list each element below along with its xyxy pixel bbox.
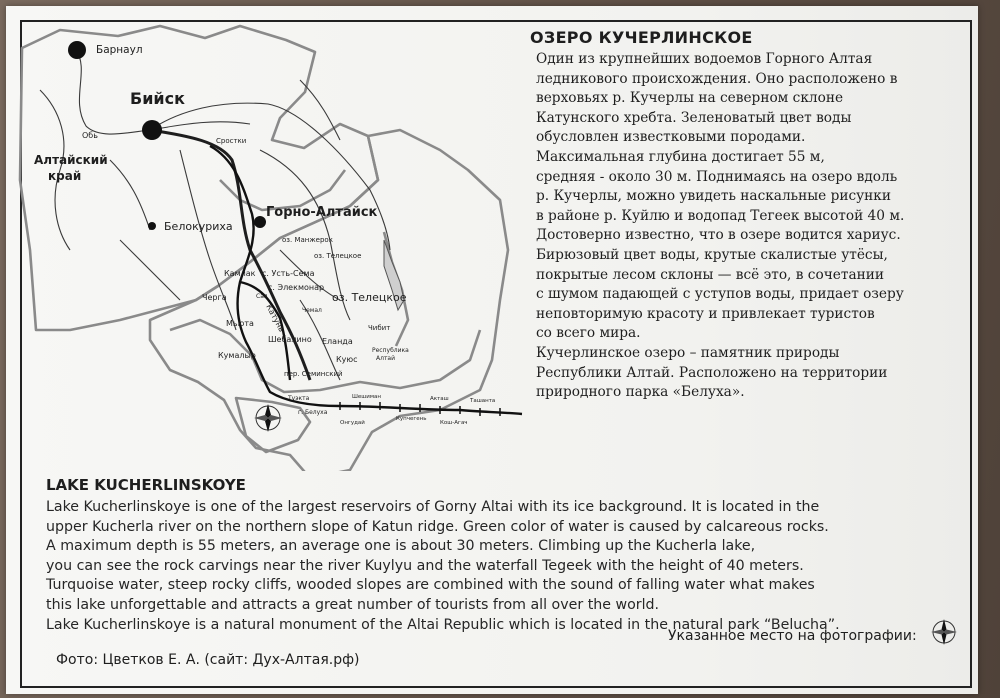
tributary-7: [120, 240, 180, 300]
label-ob: Обь: [82, 131, 98, 140]
ru-line: обусловлен известковыми породами.: [536, 129, 806, 146]
en-description: [46, 498, 840, 635]
lower-border-loop: [236, 398, 310, 452]
chuysky-tract-road: [210, 146, 522, 414]
label-chemal: Чемал: [302, 307, 322, 314]
compass-rose-icon: [254, 404, 282, 432]
map-labels: [34, 44, 495, 426]
label-respublika-1: Республика: [372, 347, 409, 354]
label-gorno-altaisk: Горно-Алтайск: [266, 205, 378, 220]
label-kumalyr: Кумалыр: [218, 351, 256, 360]
biysk-marker: [142, 120, 162, 140]
label-sayan: Сая: [256, 293, 268, 300]
label-kosh-agach: Кош-Агач: [440, 420, 468, 426]
en-line: Lake Kucherlinskoye is a natural monument of the Altai Republic which is located in the natural park “Belucha”.: [46, 616, 840, 633]
ru-description: [536, 50, 966, 403]
label-elanda: Еланда: [322, 337, 353, 346]
gorno-altaisk-marker: [254, 216, 266, 228]
ru-line: ледникового происхождения. Оно расположено в: [536, 70, 898, 87]
ru-line: со всего мира.: [536, 325, 641, 342]
label-manzherok: оз. Манжерок: [282, 236, 333, 244]
label-srostki: Сростки: [216, 137, 247, 145]
region-borders: [20, 26, 508, 471]
photo-place-note: Указанное место на фотографии:: [668, 628, 917, 644]
label-seminsky: пер. Семинский: [284, 370, 343, 378]
label-teletskoe-small: оз. Телецкое: [314, 252, 362, 260]
label-altai-krai-2: край: [48, 169, 82, 183]
ru-line: Бирюзовый цвет воды, крутые скалистые утёсы,: [536, 246, 888, 263]
ru-line: природного парка «Белуха».: [536, 384, 745, 401]
label-biysk: Бийск: [130, 89, 185, 108]
label-shebalino: Шебалино: [268, 335, 312, 344]
label-belukha: г. Белуха: [298, 409, 328, 416]
label-aktash: Акташ: [430, 396, 449, 402]
ru-line: Достоверно известно, что в озере водится хариус.: [536, 227, 901, 244]
ru-line: средняя - около 30 м. Поднимаясь на озеро вдоль: [536, 168, 898, 185]
compass-rose-small-icon: [930, 618, 958, 646]
label-respublika-2: Алтай: [376, 355, 396, 362]
label-belokurikha: Белокуриха: [164, 220, 233, 233]
region-map: [16, 16, 526, 471]
inner-district-border: [170, 320, 480, 392]
en-line: you can see the rock carvings near the river Kuylyu and the waterfall Tegeek with the height of 40 meters.: [46, 557, 804, 574]
en-line: Lake Kucherlinskoye is one of the largest reservoirs of Gorny Altai with its ice background. It is located in the: [46, 499, 820, 515]
ru-line: неповторимую красоту и привлекает туристов: [536, 305, 875, 322]
en-line: this lake unforgettable and attracts a great number of tourists from all over the world.: [46, 596, 660, 613]
ru-line: Максимальная глубина достигает 55 м,: [536, 148, 825, 165]
label-tuekta: Туэкта: [288, 395, 310, 402]
label-altai-krai-1: Алтайский: [34, 153, 108, 167]
ru-line: в районе р. Куйлю и водопад Тегеек высотой 40 м.: [536, 207, 905, 224]
en-line: Turquoise water, steep rocky cliffs, wooded slopes are combined with the sound of falling water what makes: [46, 577, 815, 594]
label-kupchegen: Купчегень: [396, 416, 427, 422]
label-teletskoe: оз. Телецкое: [332, 291, 407, 304]
label-tashanta: Ташанта: [470, 398, 496, 404]
ru-line: Один из крупнейших водоемов Горного Алтая: [536, 51, 873, 67]
label-elekmonar: с. Элекмонар: [268, 283, 325, 292]
label-katun: Катунь: [264, 302, 287, 334]
ru-line: Катунского хребта. Зеленоватый цвет воды: [536, 109, 852, 126]
label-myuta: Мьюта: [226, 319, 254, 328]
label-sheshiman: Шешиман: [352, 394, 381, 400]
ru-line: с шумом падающей с уступов воды, придает озеру: [536, 286, 904, 303]
ru-line: Кучерлинское озеро – памятник природы: [536, 344, 840, 361]
photo-credit: Фото: Цветков Е. А. (сайт: Дух-Алтая.рф): [56, 652, 360, 668]
ru-line: Республики Алтай. Расположено на территории: [536, 364, 888, 381]
barnaul-marker: [68, 41, 86, 59]
ru-title: ОЗЕРО КУЧЕРЛИНСКОЕ: [530, 28, 753, 47]
label-barnaul: Барнаул: [96, 44, 143, 56]
label-cherga: Черга: [202, 293, 227, 302]
label-kuyus: Куюс: [336, 355, 358, 364]
en-title: LAKE KUCHERLINSKOYE: [46, 476, 246, 494]
en-line: A maximum depth is 55 meters, an average one is about 30 meters. Climbing up the Kucherla lake,: [46, 538, 756, 555]
ru-line: р. Кучерлы, можно увидеть наскальные рисунки: [536, 188, 891, 205]
en-line: upper Kucherla river on the northern slope of Katun ridge. Green color of water is caused by calcareous rocks.: [46, 518, 829, 535]
label-kamlak: Камлак: [224, 269, 256, 278]
ru-line: покрытые лесом склоны — всё это, в сочетании: [536, 266, 884, 283]
label-chibit: Чибит: [368, 324, 391, 332]
label-ongudai: Онгудай: [340, 420, 365, 426]
ru-line: верховьях р. Кучерлы на северном склоне: [536, 90, 844, 107]
tributary-2: [110, 160, 150, 230]
belokurikha-marker: [148, 222, 156, 230]
label-ust-sema: с. Усть-Сема: [262, 269, 315, 278]
